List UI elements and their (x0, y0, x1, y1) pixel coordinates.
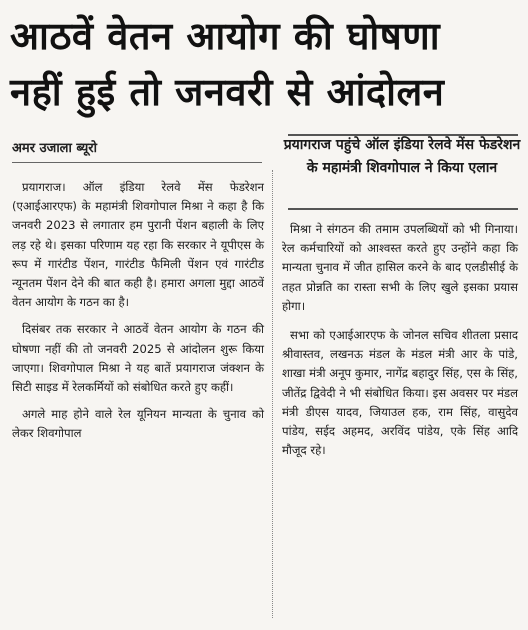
byline: अमर उजाला ब्यूरो (12, 141, 97, 156)
paragraph: दिसंबर तक सरकार ने आठवें वेतन आयोग के गठन की घोषणा नहीं की तो जनवरी 2025 से आंदोलन शुरू किया जाएगा। शिवगोपाल मिश्रा ने यह बातें प्रयागराज जंक्शन के सिटी साइड में रेलकर्मियों को संबोधित करते हुए कहीं। (12, 322, 264, 395)
article-column-right (282, 220, 518, 460)
paragraph: अगले माह होने वाले रेल यूनियन मान्यता के चुनाव को लेकर शिवगोपाल (12, 407, 264, 441)
article-column-left (12, 178, 264, 444)
headline-line-2: नहीं हुई तो जनवरी से आंदोलन (10, 70, 445, 114)
column-divider (272, 170, 273, 618)
headline-line-1: आठवें वेतन आयोग की घोषणा (10, 14, 441, 58)
paragraph: सभा को एआईआरएफ के जोनल सचिव शीतला प्रसाद श्रीवास्तव, लखनऊ मंडल के मंडल मंत्री आर के पांडे, शाखा मंत्री अनूप कुमार, नागेंद्र बहादुर सिंह, एस के सिंह, जीतेंद्र द्विवेदी ने भी संबोधित किया। इस अवसर पर मंडल मंत्री डीएस यादव, जियाउल हक, राम सिंह, वासुदेव पांडेय, सईद अहमद, अरविंद पांडेय, एके सिंह आदि मौजूद रहे। (282, 328, 518, 458)
byline-rule (12, 162, 262, 163)
subheadline: प्रयागराज पहुंचे ऑल इंडिया रेलवे मेंस फेडरेशन के महामंत्री शिवगोपाल ने किया एलान (283, 137, 521, 176)
subhead-rule-bottom (288, 208, 518, 210)
paragraph: मिश्रा ने संगठन की तमाम उपलब्धियों को भी गिनाया। रेल कर्मचारियों को आश्वस्त करते हुए उन्होंने कहा कि मान्यता चुनाव में जीत हासिल करने के बाद एलडीसीई के तहत प्रोन्नति का रास्ता सभी के लिए खुले इसका प्रयास होगा। (282, 222, 518, 313)
paragraph: प्रयागराज। ऑल इंडिया रेलवे मेंस फेडरेशन (एआईआरएफ) के महामंत्री शिवगोपाल मिश्रा ने कहा है कि जनवरी 2023 से लगातार हम पुरानी पेंशन बहाली के लिए लड़ रहे थे। इसका परिणाम यह रहा कि सरकार ने यूपीएस के रूप में गारंटीड पेंशन, गारंटीड फैमिली पेंशन एवं गारंटीड न्यूनतम पेंशन देने की बात कही है। हमारा अगला मुद्दा आठवें वेतन आयोग के गठन का है। (12, 180, 264, 310)
